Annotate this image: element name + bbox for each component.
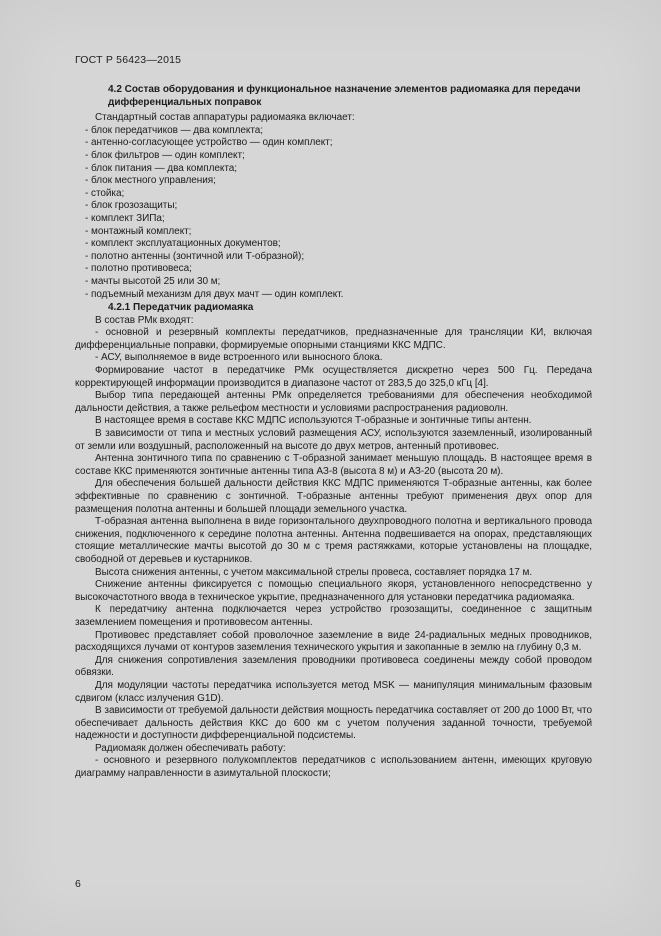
paragraph: Снижение антенны фиксируется с помощью специального якоря, установленного непосредственно у высокочастотного ввода в техническое укрытие, предназначенного для установки передатчика радиомаяка. bbox=[75, 579, 592, 603]
paragraph: Для модуляции частоты передатчика используется метод MSK — манипуляция минимальным фазовым сдвигом (класс излучения G1D). bbox=[75, 679, 592, 704]
equipment-list-item: - стойка; bbox=[85, 187, 125, 199]
dash-list-paragraph: - основной и резервный комплекты передатчиков, предназначенные для трансляции КИ, включая дифференциальные поправки, формируемые опорными станциями ККС МДПС. bbox=[75, 327, 592, 351]
dash-list-paragraph: - АСУ, выполняемое в виде встроенного или выносного блока. bbox=[95, 352, 383, 364]
equipment-list-item: - полотно противовеса; bbox=[85, 263, 192, 275]
paragraph: Для обеспечения большей дальности действия ККС МДПС применяются Т-образные антенны, как более эффективные по сравнению с зонтичной. Т-образные антенны требуют применения двух опор для размещения полотна антенны и большей площади земельного участка. bbox=[75, 478, 592, 515]
subsection-heading: 4.2.1 Передатчик радиомаяка bbox=[108, 302, 254, 314]
paragraph: Антенна зонтичного типа по сравнению с Т-образной занимает меньшую площадь. В настоящее время в составе ККС применяются зонтичные антенны типа АЗ-8 (высота 8 м) и АЗ-20 (высота 20 м). bbox=[75, 453, 592, 477]
equipment-list-item: - полотно антенны (зонтичной или Т-образной); bbox=[85, 250, 305, 262]
paragraph: В зависимости от требуемой дальности действия мощность передатчика составляет от 200 до 1000 Вт, что обеспечивает дальность действия ККС до 600 км с учетом получения заданной точности, требуемой надежности и доступности дифференциальной подсистемы. bbox=[75, 705, 592, 742]
page-number: 6 bbox=[75, 878, 81, 890]
paragraph: В настоящее время в составе ККС МДПС используются Т-образные и зонтичные типы антенн. bbox=[95, 415, 532, 427]
equipment-list-item: - блок местного управления; bbox=[85, 175, 216, 187]
equipment-list-item: - комплект эксплуатационных документов; bbox=[85, 238, 281, 250]
paragraph: Для снижения сопротивления заземления проводники противовеса соединены между собой проводом обвязки. bbox=[75, 654, 592, 679]
paragraph: Выбор типа передающей антенны РМк определяется требованиями для обеспечения необходимой дальности действия, а также рельефом местности и условиями распространения радиоволн. bbox=[75, 390, 592, 414]
equipment-list-item: - комплект ЗИПа; bbox=[85, 212, 165, 224]
equipment-list-item: - блок питания — два комплекта; bbox=[85, 162, 238, 174]
dash-list-paragraph: - основного и резервного полукомплектов передатчиков с использованием антенн, имеющих круговую диаграмму направленности в азимутальной плоскости; bbox=[75, 755, 592, 780]
paragraph: В зависимости от типа и местных условий размещения АСУ, используются заземленный, изолированный от земли или воздушный, расположенный на высоте до двух метров, антенный противовес. bbox=[75, 428, 592, 452]
paragraph: Противовес представляет собой проволочное заземление в виде 24-радиальных медных проводников, расходящихся лучами от контуров заземления технического укрытия и закопанные в землю на глубину 0,3 м. bbox=[75, 629, 592, 654]
equipment-list-item: - монтажный комплект; bbox=[85, 225, 192, 237]
equipment-list-item: - мачты высотой 25 или 30 м; bbox=[85, 275, 221, 287]
equipment-list-item: - блок грозозащиты; bbox=[85, 200, 178, 212]
paragraph: Высота снижения антенны, с учетом максимальной стрелы провеса, составляет порядка 17 м. bbox=[95, 566, 533, 578]
equipment-list-item: - подъемный механизм для двух мачт — один комплект. bbox=[85, 288, 344, 300]
section-4-2 bbox=[75, 84, 592, 301]
paragraph: Стандартный состав аппаратуры радиомаяка включает: bbox=[95, 112, 355, 124]
standard-designation-header: ГОСТ Р 56423—2015 bbox=[75, 54, 182, 66]
subsection-4-2-1 bbox=[75, 302, 592, 781]
equipment-list-item: - блок фильтров — один комплект; bbox=[85, 149, 245, 161]
paragraph: Радиомаяк должен обеспечивать работу: bbox=[95, 742, 286, 754]
paragraph: Т-образная антенна выполнена в виде горизонтального двухпроводного полотна и вертикального провода снижения, подключенного к середине полотна антенны. Антенна подвешивается на опорах, представляющих стоящие металлические мачты высотой до 30 м с тремя растяжками, которые установлены на площадке, свободной от деревьев и кустарников. bbox=[75, 516, 592, 565]
section-heading: 4.2 Состав оборудования и функциональное назначение элементов радиомаяка для передачи дифференциальных поправок bbox=[108, 84, 581, 108]
paragraph: В состав РМк входят: bbox=[95, 314, 194, 326]
equipment-list-item: - блок передатчиков — два комплекта; bbox=[85, 124, 264, 136]
paragraph: Формирование частот в передатчике РМк осуществляется дискретно через 500 Гц. Передача корректирующей информации производится в диапазоне частот от 283,5 до 325,0 кГц [4]. bbox=[75, 365, 592, 389]
equipment-list bbox=[75, 125, 592, 301]
paragraph: К передатчику антенна подключается через устройство грозозащиты, соединенное с защитным заземлением помещения и противовесом антенны. bbox=[75, 604, 592, 628]
equipment-list-item: - антенно-согласующее устройство — один комплект; bbox=[85, 137, 333, 149]
